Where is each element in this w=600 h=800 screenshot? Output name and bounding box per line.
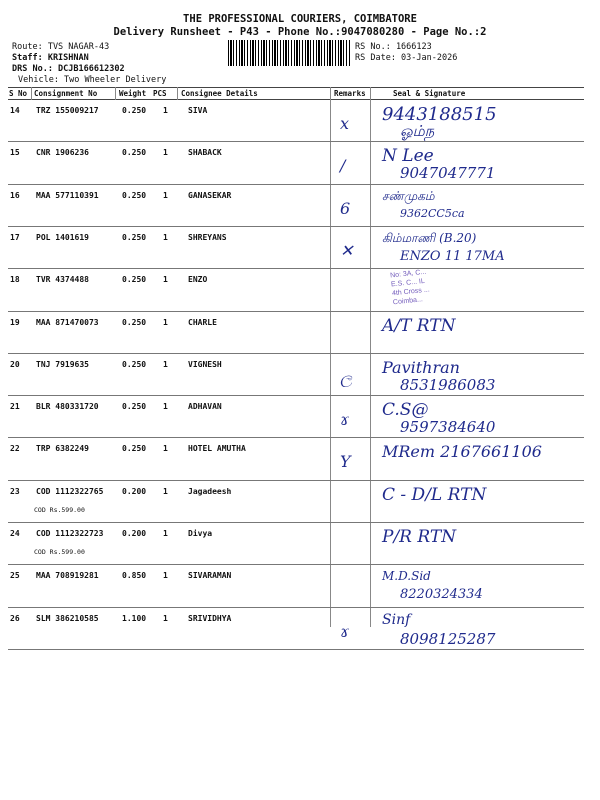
- row-consignment: COD 1112322765: [36, 486, 104, 496]
- row-sno: 20: [10, 359, 20, 369]
- row-consignment: TVR 4374488: [36, 275, 89, 285]
- row-consignee: CHARLE: [188, 317, 217, 327]
- row-signature: C - D/L RTN: [382, 484, 487, 505]
- row-signature: 9443188515: [382, 104, 497, 125]
- row-consignee: SRIVIDHYA: [188, 613, 232, 623]
- row-pcs: 1: [163, 613, 168, 623]
- row-consignment: POL 1401619: [36, 232, 89, 242]
- row-remark: ɤ: [340, 621, 350, 641]
- row-weight: 0.250: [122, 232, 147, 242]
- row-pcs: 1: [163, 190, 168, 200]
- row-cod-amount: COD Rs.599.00: [34, 548, 85, 556]
- runsheet-title: Delivery Runsheet - P43 - Phone No.:9047080280 - Page No.:2: [113, 26, 487, 38]
- row-signature: C.S@: [382, 400, 429, 421]
- col-remarks: Remarks: [334, 89, 366, 98]
- vehicle-label: Vehicle: Two Wheeler Delivery: [18, 75, 167, 85]
- row-divider: [8, 184, 584, 185]
- row-remark: 6: [340, 198, 351, 218]
- stamp-line: No: 3A, C...: [389, 268, 427, 280]
- row-divider: [8, 522, 584, 523]
- col-consignment: Consignment No: [34, 89, 98, 98]
- row-pcs: 1: [163, 317, 168, 327]
- row-divider: [8, 480, 584, 481]
- row-consignee: SIVA: [188, 106, 208, 115]
- company-stamp: [390, 255, 555, 323]
- row-consignee: HOTEL AMUTHA: [188, 444, 246, 454]
- stamp-line: E.S. C... IL: [390, 277, 426, 289]
- row-weight: 0.250: [122, 359, 147, 369]
- col-separator: [330, 87, 331, 627]
- row-consignment: COD 1112322723: [36, 529, 104, 538]
- row-remark: ⅹ: [340, 114, 350, 133]
- staff-label: Staff: KRISHNAN: [12, 53, 89, 63]
- row-signature: Pavithran: [382, 357, 460, 377]
- row-pcs: 1: [163, 275, 168, 285]
- row-weight: 0.200: [122, 486, 147, 496]
- col-consignee: Consignee Details: [181, 89, 258, 98]
- row-remark: ɤ: [340, 410, 350, 430]
- row-consignee: Jagadeesh: [188, 486, 232, 496]
- row-pcs: 1: [163, 359, 168, 369]
- row-pcs: 1: [163, 529, 168, 538]
- row-divider: [8, 437, 584, 438]
- row-remark: ල: [340, 367, 353, 387]
- row-consignee: SHABACK: [188, 148, 222, 158]
- row-sno: 21: [10, 402, 20, 412]
- row-pcs: 1: [163, 232, 168, 242]
- stamp-line: Coimba...: [392, 296, 424, 307]
- row-signature-phone: 9047047771: [400, 164, 496, 183]
- row-signature: MRem 2167661106: [382, 442, 542, 462]
- col-pcs: PCS: [153, 89, 167, 98]
- row-consignee: ENZO: [188, 275, 208, 285]
- row-weight: 0.250: [122, 106, 147, 115]
- row-consignee: Divya: [188, 529, 213, 538]
- row-signature: P/R RTN: [382, 527, 457, 547]
- row-signature-phone: 9597384640: [400, 418, 496, 437]
- row-weight: 0.250: [122, 148, 147, 158]
- row-signature-phone: 9362CC5ca: [400, 206, 465, 220]
- row-sno: 24: [10, 529, 20, 538]
- row-weight: 0.250: [122, 317, 147, 327]
- row-sno: 14: [10, 106, 20, 115]
- row-weight: 0.200: [122, 529, 147, 538]
- row-cod-amount: COD Rs.599.00: [34, 505, 85, 514]
- row-sno: 17: [10, 232, 20, 242]
- row-weight: 1.100: [122, 613, 147, 623]
- row-sno: 16: [10, 190, 20, 200]
- rs-date: RS Date: 03-Jan-2026: [355, 53, 458, 63]
- row-weight: 0.250: [122, 275, 147, 285]
- row-sno: 15: [10, 148, 20, 158]
- row-divider: [8, 353, 584, 354]
- col-separator: [31, 87, 32, 100]
- row-signature: Sinf: [382, 611, 411, 628]
- row-weight: 0.250: [122, 190, 147, 200]
- col-weight: Weight: [119, 89, 147, 98]
- row-pcs: 1: [163, 148, 168, 158]
- drs-label: DRS No.: DCJB166612302: [12, 64, 125, 74]
- row-signature-phone: ஓம்ந: [400, 122, 435, 140]
- row-weight: 0.850: [122, 571, 147, 581]
- row-signature: N Lee: [382, 146, 434, 167]
- row-consignee: SHREYANS: [188, 232, 227, 242]
- row-sno: 26: [10, 613, 20, 623]
- row-consignment: MAA 577110391: [36, 190, 99, 200]
- row-remark: Y: [340, 452, 351, 472]
- row-sno: 18: [10, 275, 20, 285]
- row-consignment: TRZ 155009217: [36, 106, 99, 115]
- row-sno: 25: [10, 571, 20, 581]
- row-signature: சண்முகம்: [382, 188, 435, 203]
- row-consignee: SIVARAMAN: [188, 571, 232, 581]
- row-signature: M.D.Sid: [382, 569, 431, 584]
- row-pcs: 1: [163, 444, 168, 454]
- col-separator: [370, 87, 371, 627]
- barcode: [228, 40, 350, 66]
- row-pcs: 1: [163, 571, 168, 581]
- row-signature-phone: 8531986083: [400, 375, 496, 394]
- row-weight: 0.250: [122, 402, 147, 412]
- row-divider: [8, 226, 584, 227]
- row-signature-phone: 8220324334: [400, 587, 483, 603]
- table-header-rule: [8, 99, 584, 100]
- row-consignee: GANASEKAR: [188, 190, 232, 200]
- row-pcs: 1: [163, 486, 168, 496]
- row-consignment: SLM 386210585: [36, 613, 99, 623]
- row-signature-phone: ENZO 11 17MA: [400, 248, 505, 264]
- row-consignment: TNJ 7919635: [36, 359, 89, 369]
- col-separator: [177, 87, 178, 100]
- col-sno: S No: [9, 89, 28, 98]
- row-consignment: MAA 871470073: [36, 317, 99, 327]
- row-remark: ✕: [340, 240, 354, 260]
- route-label: Route: TVS NAGAR-43: [12, 42, 110, 52]
- row-pcs: 1: [163, 402, 168, 412]
- row-pcs: 1: [163, 106, 168, 115]
- row-consignment: TRP 6382249: [36, 444, 89, 454]
- row-remark: /: [340, 156, 346, 176]
- col-separator: [115, 87, 116, 100]
- row-divider: [8, 395, 584, 396]
- row-divider: [8, 607, 584, 608]
- row-consignment: CNR 1906236: [36, 148, 89, 158]
- row-signature-phone: 8098125287: [400, 629, 496, 648]
- company-title: THE PROFESSIONAL COURIERS, COIMBATORE: [183, 13, 417, 25]
- row-sno: 22: [10, 444, 20, 454]
- row-weight: 0.250: [122, 444, 147, 454]
- row-sno: 23: [10, 486, 20, 496]
- row-consignment: MAA 708919281: [36, 571, 99, 581]
- row-consignee: VIGNESH: [188, 359, 222, 369]
- row-signature: A/T RTN: [382, 315, 456, 336]
- row-divider: [8, 141, 584, 142]
- row-divider: [8, 649, 584, 650]
- col-seal: Seal & Signature: [393, 89, 466, 98]
- table-top-rule: [8, 87, 584, 88]
- row-consignee: ADHAVAN: [188, 402, 222, 412]
- row-consignment: BLR 480331720: [36, 402, 99, 412]
- rs-number: RS No.: 1666123: [355, 42, 432, 52]
- row-sno: 19: [10, 317, 20, 327]
- row-divider: [8, 564, 584, 565]
- stamp-line: 4th Cross ...: [391, 286, 430, 298]
- row-signature: கிம்மாணி (B.20): [382, 230, 477, 245]
